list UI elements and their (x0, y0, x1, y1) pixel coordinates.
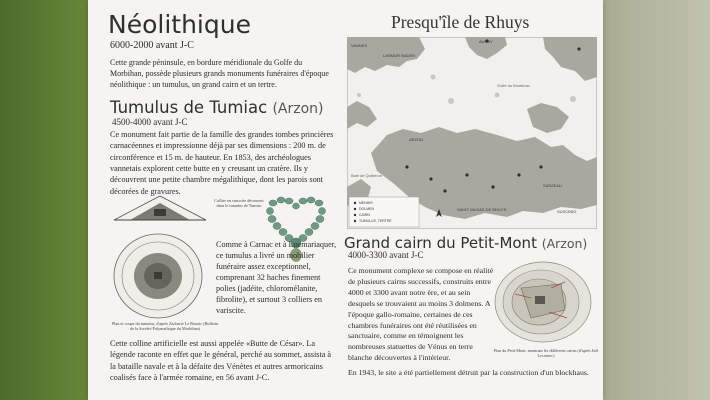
map-legend-menhir: MENHIR (359, 201, 373, 205)
necklace-caption: Collier en variscite découvert dans le tumulus de Tumiac (214, 198, 264, 209)
tumiac-title (110, 98, 323, 117)
background-left (0, 0, 100, 400)
peninsula-map (347, 37, 597, 229)
cairn-text: Ce monument complexe se compose en réalité de plusieurs cairns successifs, construits entre 4000 et 3300 avant notre ère, et au sein desquels se trouvaient au moins 3 dolmens. A l'époque gallo-romaine, certaines de ces chambres funéraires ont été réutilisées en sanctuaire, comme en témoignent les nombreuses statuettes de Vénus en terre blanche découvertes à l'intérieur. (348, 266, 494, 363)
map-legend-tumulus: TUMULUS, TERTRE (359, 219, 392, 223)
map-label-saint-gildas: SAINT-GILDAS DE RHUYS (457, 207, 507, 212)
map-label-golfe: Golfe du Morbihan (497, 83, 530, 88)
map-label-suscinio: SUSCINIO (557, 209, 577, 214)
tumiac-legend-text: Cette colline artificielle est aussi appelée «Butte de César». La légende raconte en effet que le général, perché au sommet, assista à la bataille navale et à la défaite des Vénètes et autres armoricains coalisés face à l'armée romaine, en 56 avant J-C. (110, 339, 332, 382)
map-label-quiberon: Baie de Quiberon (351, 173, 383, 178)
tumiac-title-main: Tumulus de Tumiac (110, 98, 268, 117)
map-legend-cairn: CAIRN (359, 213, 370, 217)
tumulus-figure-caption: Plan et coupe du tumulus, d'après Zacharie Le Rouzic (Bulletin de la Société Polymathique du Morbihan) (111, 321, 219, 332)
cairn-figure-caption: Plan du Petit-Mont, montrant les différents cairns (d'après Joël Lecornec) (493, 348, 599, 359)
tumiac-date: 4500-4000 avant J-C (112, 117, 188, 127)
map-legend-dolmen: DOLMEN (359, 207, 374, 211)
cairn-blockhaus-text: En 1943, le site a été partiellement détruit par la construction d'un blockhaus. (348, 368, 589, 377)
tumiac-text: Ce monument fait partie de la famille des grandes tombes princières carnacéennes et impressionne déjà par ses dimensions : 200 m. de circonférence et 15 m. de hauteur. En 1853, des archéologues vannetais explorent cette butte en y creusant un cratère. Ils y découvrent une petite chambre mégalithique, dont les parois sont décorées de gravures. (110, 130, 334, 196)
info-panel (88, 0, 603, 400)
cairn-title-main: Grand cairn du Petit-Mont (344, 234, 537, 252)
cairn-plan-figure (491, 258, 595, 346)
page-title: Néolithique (108, 10, 251, 39)
tumiac-title-location: (Arzon) (272, 101, 324, 117)
map-title: Presqu'île de Rhuys (391, 12, 530, 32)
map-label-arzon: ARZON (409, 137, 423, 142)
map-label-sarzeau: SARZEAU (543, 183, 562, 188)
intro-text: Cette grande péninsule, en bordure méridionale du Golfe du Morbihan, possède plusieurs grands monuments funéraires d'époque néolithique : un tumulus, un grand cairn et un tertre. (110, 58, 329, 89)
map-label-larmor-baden: LARMOR BADEN (383, 53, 416, 58)
tumulus-plan-figure (112, 232, 204, 320)
cairn-title-location: (Arzon) (541, 236, 588, 251)
map-label-auray: AURAY (479, 39, 493, 44)
map-label-vannes: VANNES (351, 43, 368, 48)
background-right (590, 0, 710, 400)
period-date: 6000-2000 avant J-C (110, 40, 194, 51)
cairn-date: 4000-3300 avant J-C (348, 250, 424, 260)
tumiac-furniture-text: Comme à Carnac et à Locmariaquer, ce tumulus a livré un mobilier funéraire assez exceptionnel, comprenant 32 haches finement polies (jadéite, chloromélanite, fibrolite), et surtout 3 colliers en variscite. (216, 240, 337, 316)
tumulus-section-figure (112, 193, 208, 223)
